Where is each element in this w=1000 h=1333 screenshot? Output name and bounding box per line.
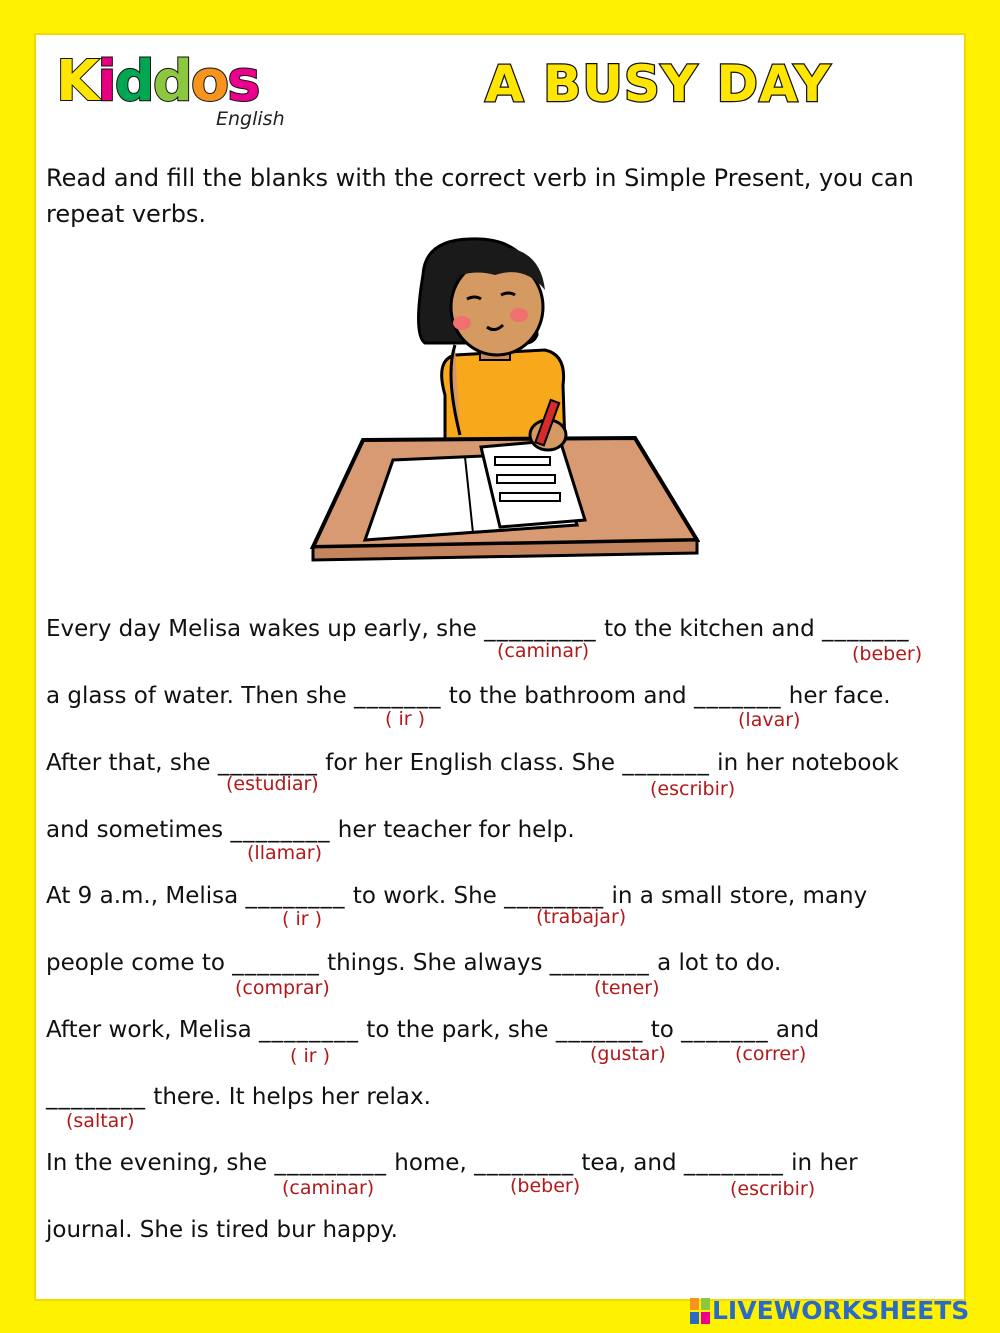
- fill-blank[interactable]: _______: [353, 683, 442, 709]
- story-text-segment: a lot to do.: [649, 950, 782, 976]
- logo-letter: K: [56, 49, 98, 114]
- story-text-segment: to the kitchen and: [596, 616, 822, 642]
- story-text-segment: to the bathroom and: [441, 683, 694, 709]
- verb-hint: ( ir ): [385, 708, 425, 730]
- logo-letter: s: [227, 49, 259, 114]
- fill-blank[interactable]: _______: [232, 950, 320, 976]
- story-line: [46, 748, 899, 778]
- logo-letter: d: [114, 49, 153, 114]
- story-text-segment: and sometimes: [46, 817, 231, 843]
- logo-letter: i: [97, 49, 115, 114]
- verb-hint: (beber): [852, 643, 923, 665]
- story-line: [46, 1215, 398, 1245]
- fill-blank[interactable]: ________: [683, 1150, 784, 1176]
- story-text-segment: things. She always: [319, 950, 550, 976]
- story-text-segment: her face.: [781, 683, 891, 709]
- verb-hint: ( ir ): [282, 908, 322, 930]
- logo-subtitle: English: [216, 108, 285, 130]
- story-text-segment: there. It helps her relax.: [146, 1084, 431, 1110]
- story-line: [46, 881, 867, 911]
- verb-hint: (correr): [735, 1043, 807, 1065]
- story-line: [46, 1015, 819, 1045]
- fill-blank[interactable]: ________: [549, 950, 650, 976]
- fill-blank[interactable]: ________: [230, 817, 331, 843]
- verb-hint: (escribir): [730, 1178, 816, 1200]
- verb-hint: (trabajar): [536, 906, 627, 928]
- story-line: [46, 681, 891, 711]
- fill-blank[interactable]: _______: [622, 750, 710, 776]
- story-text-segment: and: [768, 1017, 820, 1043]
- verb-hint: ( ir ): [290, 1045, 330, 1067]
- story-text-segment: people come to: [46, 950, 233, 976]
- story-text-segment: in a small store, many: [604, 883, 868, 909]
- story-text-segment: to work. She: [345, 883, 505, 909]
- logo-word: [56, 49, 259, 114]
- verb-hint: (lavar): [738, 709, 801, 731]
- verb-hint: (tener): [594, 977, 660, 999]
- story-text-segment: to the park, she: [359, 1017, 556, 1043]
- logo-letter: o: [190, 49, 228, 114]
- story-text-segment: in her: [783, 1150, 858, 1176]
- story-text-segment: in her notebook: [709, 750, 899, 776]
- fill-blank[interactable]: _________: [274, 1150, 387, 1176]
- story-text-segment: After that, she: [46, 750, 218, 776]
- fill-blank[interactable]: _______: [821, 616, 910, 642]
- liveworksheets-logo-icon: [690, 1298, 710, 1324]
- fill-blank[interactable]: _______: [693, 683, 782, 709]
- fill-blank[interactable]: _________: [484, 616, 597, 642]
- verb-hint: (gustar): [590, 1043, 666, 1065]
- logo-letter: d: [152, 49, 191, 114]
- story-text-segment: After work, Melisa: [46, 1017, 259, 1043]
- verb-hint: (comprar): [235, 977, 330, 999]
- verb-hint: (beber): [510, 1175, 581, 1197]
- kiddos-logo: [56, 49, 306, 132]
- liveworksheets-footer: [690, 1294, 990, 1330]
- story-line: [46, 1082, 431, 1112]
- fill-blank[interactable]: ________: [46, 1084, 146, 1110]
- verb-hint: (estudiar): [226, 773, 319, 795]
- verb-hint: (caminar): [282, 1177, 375, 1199]
- story-text-segment: In the evening, she: [46, 1150, 275, 1176]
- page-title: A BUSY DAY: [485, 55, 832, 113]
- story-text-segment: her teacher for help.: [330, 817, 575, 843]
- fill-blank[interactable]: ________: [259, 1017, 359, 1043]
- story-text-segment: for her English class. She: [317, 750, 623, 776]
- fill-blank[interactable]: _______: [681, 1017, 769, 1043]
- verb-hint: (llamar): [247, 842, 322, 864]
- verb-hint: (escribir): [650, 778, 736, 800]
- verb-hint: (saltar): [66, 1110, 135, 1132]
- story-text-segment: Every day Melisa wakes up early, she: [46, 616, 485, 642]
- instructions-text: Read and fill the blanks with the correct verb in Simple Present, you can repeat verbs.: [46, 164, 914, 228]
- story-text-segment: journal. She is tired bur happy.: [46, 1217, 398, 1243]
- girl-studying-illustration: [305, 235, 700, 580]
- story-text-segment: a glass of water. Then she: [46, 683, 354, 709]
- verb-hint: (caminar): [497, 640, 590, 662]
- story-line: [46, 1148, 858, 1178]
- liveworksheets-brand: LIVEWORKSHEETS: [712, 1296, 970, 1325]
- story-text-segment: home,: [386, 1150, 475, 1176]
- fill-blank[interactable]: ________: [474, 1150, 575, 1176]
- story-text-segment: to: [643, 1017, 682, 1043]
- fill-blank[interactable]: ________: [245, 883, 346, 909]
- story-line: [46, 815, 575, 845]
- story-line: [46, 948, 781, 978]
- fill-blank[interactable]: _______: [555, 1017, 644, 1043]
- fill-blank[interactable]: ________: [217, 750, 318, 776]
- fill-blank[interactable]: ________: [504, 883, 605, 909]
- story-line: [46, 614, 909, 644]
- story-text-segment: At 9 a.m., Melisa: [46, 883, 246, 909]
- story-text-segment: tea, and: [574, 1150, 684, 1176]
